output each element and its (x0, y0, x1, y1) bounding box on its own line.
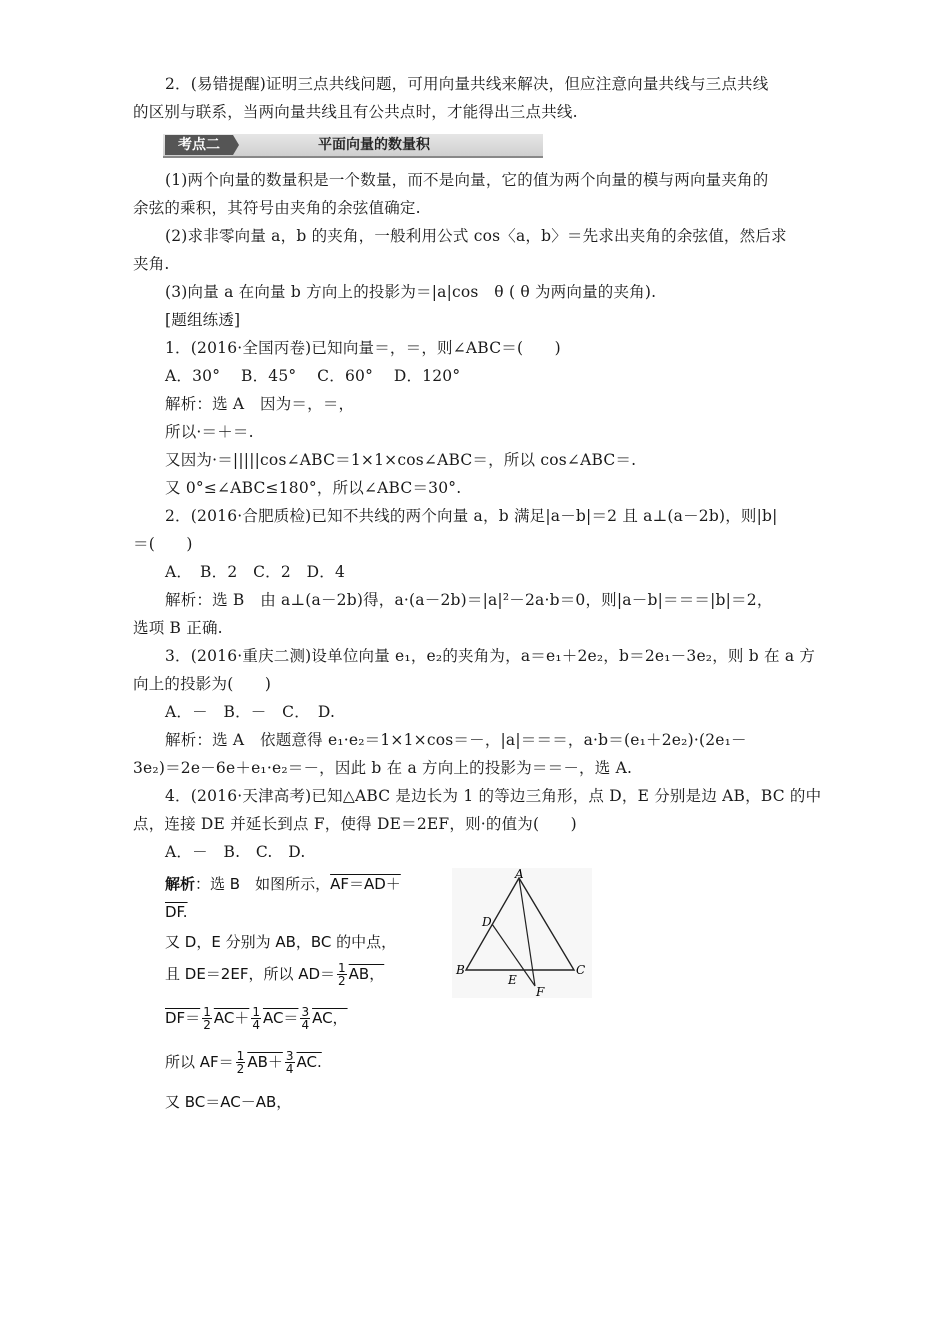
question-2: 2．(2016·合肥质检)已知不共线的两个向量 a，b 满足|a－b|＝2 且 a⊥(a－2b)，则|b| (165, 507, 778, 525)
fraction: $\frac{1}{4}$ (252, 1005, 260, 1032)
section-title: 平面向量的数量积 (318, 137, 430, 153)
solution-4-line: 且 DE＝2EF，所以 AD＝ $\frac{1}{2}$ AB， (165, 961, 385, 988)
fraction: $\frac{3}{4}$ (301, 1005, 310, 1032)
question-1-options: A．30° B．45° C．60° D．120° (165, 367, 461, 385)
text-line: (2)求非零向量 a，b 的夹角，一般利用公式 cos〈a，b〉＝先求出夹角的余弦值，然后求 (165, 227, 787, 245)
question-4-options: A．－ B. C. D. (165, 843, 306, 861)
solution-line: 解析：选 A 因为＝，＝， (165, 395, 355, 413)
solution-4-line: 解析：选 B 如图所示，AF＝AD＋ (165, 875, 401, 893)
label-b: B (456, 963, 465, 977)
label-d: D (482, 915, 492, 929)
question-3-cont: 向上的投影为( ) (133, 675, 272, 693)
solution-line: 又 0°≤∠ABC≤180°，所以∠ABC＝30°. (165, 479, 462, 497)
question-1: 1．(2016·全国丙卷)已知向量＝，＝，则∠ABC＝( ) (165, 339, 561, 357)
section-tag: 考点二 (165, 135, 233, 155)
question-2-options: A． B．2 C．2 D．4 (165, 563, 346, 581)
section-banner (163, 134, 543, 158)
solution-line: 选项 B 正确. (133, 619, 223, 637)
solution-line: 又因为·＝|||||cos∠ABC＝1×1×cos∠ABC＝，所以 cos∠ABC＝. (165, 451, 637, 469)
solution-label: 解析 (165, 875, 196, 893)
solution-4-line: 所以 AF＝ $\frac{1}{2}$ AB＋ $\frac{3}{4}$ AC. (165, 1049, 322, 1076)
question-4: 4．(2016·天津高考)已知△ABC 是边长为 1 的等边三角形，点 D，E 分别是边 AB，BC 的中 (165, 787, 822, 805)
question-4-cont: 点，连接 DE 并延长到点 F，使得 DE＝2EF，则·的值为( ) (133, 815, 577, 833)
fraction: $\frac{1}{2}$ (338, 961, 346, 988)
solution-4-line: 又 D，E 分别为 AB，BC 的中点， (165, 933, 397, 951)
solution-line: 所以·＝＋＝. (165, 423, 254, 441)
solution-4-line: DF＝ $\frac{1}{2}$ AC＋ $\frac{1}{4}$ AC＝ $\frac{3}{4}$ AC， (165, 1005, 348, 1032)
solution-line: 解析：选 A 依题意得 e₁·e₂＝1×1×cos＝－，|a|＝＝＝，a·b＝(e₁＋2e₂)·(2e₁－ (165, 731, 747, 749)
label-a: A (515, 868, 524, 881)
solution-line: 3e₂)＝2e－6e＋e₁·e₂＝－，因此 b 在 a 方向上的投影为＝＝－，选 A. (133, 759, 633, 777)
solution-4-line: 又 BC＝AC－AB， (165, 1093, 292, 1111)
fraction: $\frac{1}{2}$ (236, 1049, 245, 1076)
text-line: 余弦的乘积，其符号由夹角的余弦值确定. (133, 199, 421, 217)
group-heading: [题组练透] (165, 311, 241, 329)
text-line: (1)两个向量的数量积是一个数量，而不是向量，它的值为两个向量的模与两向量夹角的 (165, 171, 769, 189)
question-2-cont: ＝( ) (133, 535, 193, 553)
figure-background (452, 868, 592, 998)
solution-line: 解析：选 B 由 a⊥(a－2b)得，a·(a－2b)＝|a|²－2a·b＝0，则|a－b|＝＝＝|b|＝2， (165, 591, 773, 609)
fraction: $\frac{3}{4}$ (285, 1049, 294, 1076)
text-line: (3)向量 a 在向量 b 方向上的投影为＝|a|cos θ ( θ 为两向量的夹角). (165, 283, 657, 301)
label-e: E (508, 973, 517, 987)
triangle-figure (452, 868, 592, 998)
question-3: 3．(2016·重庆二测)设单位向量 e₁，e₂的夹角为，a＝e₁＋2e₂，b＝2e₁－3e₂，则 b 在 a 方 (165, 647, 816, 665)
label-f: F (536, 985, 545, 998)
fraction: $\frac{1}{2}$ (203, 1005, 211, 1032)
label-c: C (576, 963, 586, 977)
solution-4-line: DF. (165, 903, 188, 921)
text-line: 的区别与联系，当两向量共线且有公共点时，才能得出三点共线. (133, 103, 578, 121)
text-line: 夹角. (133, 255, 170, 273)
text-line: 2．(易错提醒)证明三点共线问题，可用向量共线来解决，但应注意向量共线与三点共线 (165, 75, 769, 93)
question-3-options: A．－ B．－ C． D. (165, 703, 336, 721)
